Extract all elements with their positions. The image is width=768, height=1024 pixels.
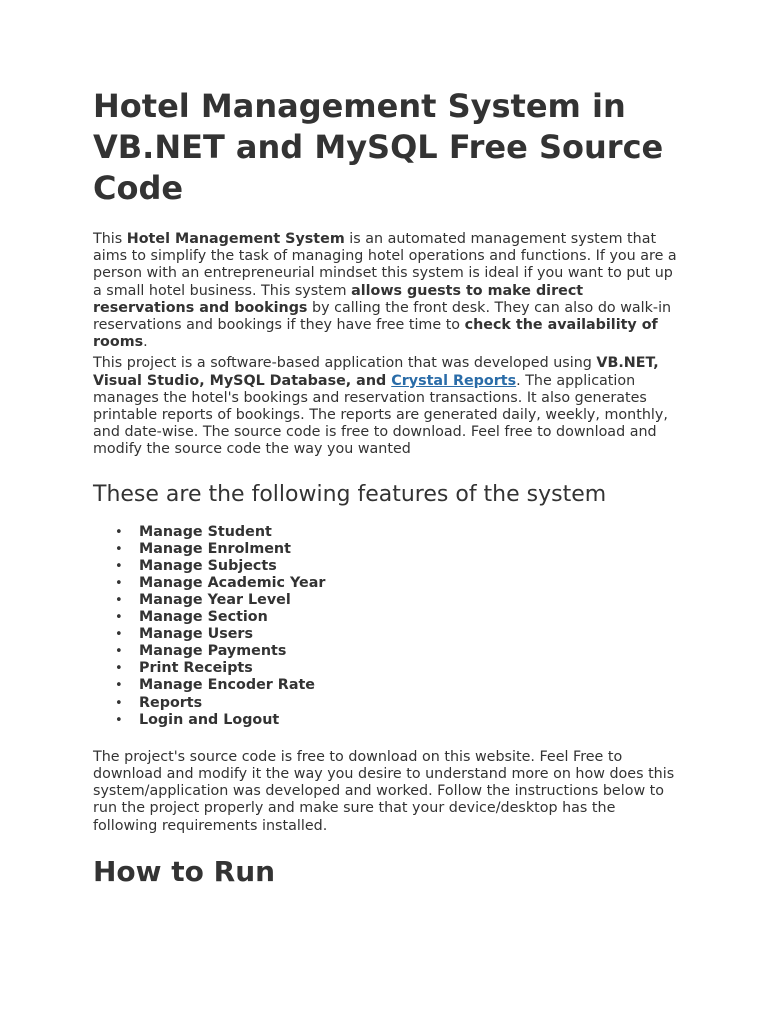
feature-label: Manage Subjects — [139, 557, 277, 574]
list-item — [115, 540, 678, 558]
list-item — [115, 574, 678, 592]
bullet-marker: • — [115, 678, 123, 694]
bullet-marker: • — [115, 593, 123, 609]
feature-label: Manage Enrolment — [139, 540, 291, 557]
list-item — [115, 609, 678, 626]
intro-bold-2: allows guests to make direct reservations and bookings — [93, 282, 584, 316]
how-to-run-heading: How to Run — [93, 854, 276, 888]
page-title: Hotel Management System in VB.NET and MySQL Free Source Code — [93, 87, 664, 207]
intro-paragraph — [93, 231, 678, 351]
project-text-2: . The application manages the hotel's bookings and reservation transactions. It also generates printable reports of bookings. The reports are generated daily, weekly, monthly, and date-wise. The source code is free to download. Feel free to download and modify the source code the way you wanted — [93, 372, 668, 458]
features-heading: These are the following features of the system — [93, 481, 607, 507]
feature-label: Manage Student — [139, 523, 272, 540]
bullet-marker: • — [115, 524, 123, 540]
intro-bold-1: Hotel Management System — [126, 231, 345, 247]
feature-label: Manage Encoder Rate — [139, 677, 315, 694]
feature-label: Manage Users — [139, 626, 253, 643]
list-item — [115, 557, 678, 575]
intro-text-2: is an automated management system that aims to simplify the task of managing hotel operations and functions. If you are a person with an entrepreneurial mindset this system is ideal if you want to put up a small hotel business. This system — [93, 231, 677, 299]
closing-paragraph: The project's source code is free to download on this website. Feel Free to download and modify it the way you desire to understand more on how does this system/application was developed and worked. Follow the instructions below to run the project properly and make sure that your device/desktop has the following requirements installed. — [93, 748, 675, 834]
bullet-marker: • — [115, 610, 123, 626]
bullet-marker: • — [115, 712, 123, 728]
project-paragraph — [93, 355, 678, 458]
feature-label: Manage Payments — [139, 643, 287, 660]
feature-label: Print Receipts — [139, 660, 253, 677]
project-text-1: This project is a software-based application that was developed using — [93, 355, 597, 372]
list-item — [115, 660, 678, 677]
feature-label: Login and Logout — [139, 711, 280, 728]
feature-label: Reports — [139, 694, 203, 711]
bullet-marker: • — [115, 695, 123, 711]
features-list — [93, 524, 678, 729]
list-item — [115, 626, 678, 643]
intro-text-3: by calling the front desk. They can also do walk-in reservations and bookings if they have free time to — [93, 299, 672, 334]
intro-text-4: . — [143, 334, 148, 351]
feature-label: Manage Academic Year — [139, 574, 326, 591]
list-item — [115, 643, 678, 660]
crystal-reports-link[interactable]: Crystal Reports — [391, 372, 517, 389]
bullet-marker: • — [115, 644, 123, 660]
bullet-marker: • — [115, 661, 123, 677]
intro-bold-3: check the availability of rooms — [93, 317, 658, 351]
list-item — [115, 711, 678, 729]
bullet-marker: • — [115, 541, 123, 557]
intro-text-1: This — [93, 231, 127, 247]
list-item — [115, 694, 678, 712]
list-item — [115, 523, 678, 541]
bullet-marker: • — [115, 627, 123, 643]
feature-label: Manage Year Level — [139, 592, 291, 609]
project-bold-tech: VB.NET, Visual Studio, MySQL Database, and — [93, 355, 659, 389]
bullet-marker: • — [115, 558, 123, 574]
feature-label: Manage Section — [139, 609, 268, 626]
list-item — [115, 592, 678, 609]
bullet-marker: • — [115, 575, 123, 591]
list-item — [115, 677, 678, 694]
